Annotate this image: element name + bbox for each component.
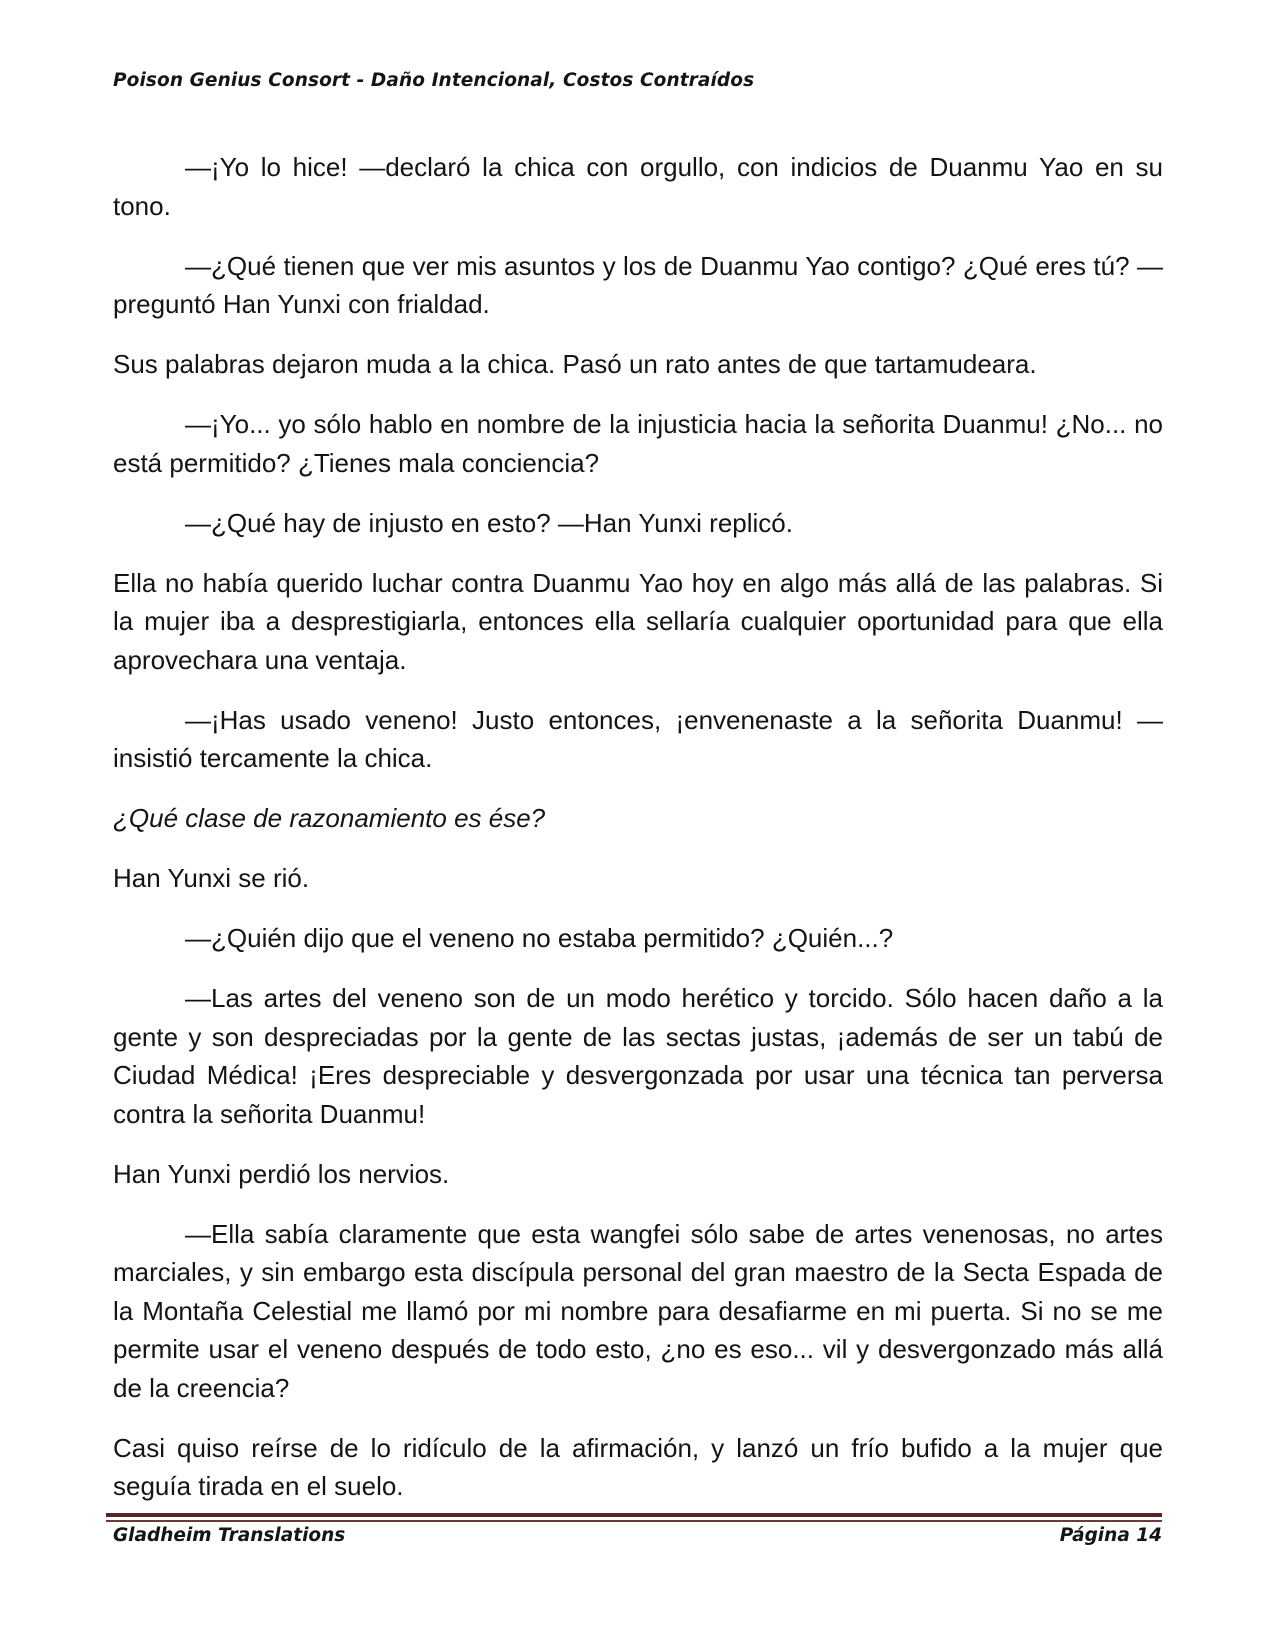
paragraph: Sus palabras dejaron muda a la chica. Pasó un rato antes de que tartamudeara. <box>113 349 1037 379</box>
paragraph: —¡Has usado veneno! Justo entonces, ¡envenenaste a la señorita Duanmu! —insistió tercamente la chica. <box>113 704 1163 773</box>
paragraph: —¿Qué hay de injusto en esto? —Han Yunxi replicó. <box>185 507 793 538</box>
footer-rule-thin <box>106 1520 1162 1522</box>
page-body <box>113 148 1163 1527</box>
paragraph: Han Yunxi se rió. <box>113 863 310 893</box>
paragraph: Han Yunxi perdió los nervios. <box>113 1158 450 1189</box>
paragraph: —¿Quién dijo que el veneno no estaba permitido? ¿Quién...? <box>185 923 894 953</box>
paragraph: Casi quiso reírse de lo ridículo de la afirmación, y lanzó un frío bufido a la mujer que seguía tirada en el suelo. <box>113 1432 1163 1501</box>
paragraph: Ella no había querido luchar contra Duanmu Yao hoy en algo más allá de las palabras. Si la mujer iba a desprestigiarla, entonces ella sellaría cualquier oportunidad para que ella aprovechara una ventaja. <box>113 567 1163 675</box>
footer-translator: Gladheim Translations <box>113 1525 346 1546</box>
footer-rule-thick <box>106 1513 1162 1517</box>
paragraph: —¡Yo... yo sólo hablo en nombre de la injusticia hacia la señorita Duanmu! ¿No... no está permitido? ¿Tienes mala conciencia? <box>113 409 1163 478</box>
paragraph: —¿Qué tienen que ver mis asuntos y los de Duanmu Yao contigo? ¿Qué eres tú? —preguntó Han Yunxi con frialdad. <box>113 250 1163 319</box>
italic-thought: ¿Qué clase de razonamiento es ése? <box>113 803 546 833</box>
running-header: Poison Genius Consort - Daño Intencional, Costos Contraídos <box>113 70 755 91</box>
footer-page-number: Página 14 <box>1059 1525 1162 1546</box>
paragraph: —Las artes del veneno son de un modo herético y torcido. Sólo hacen daño a la gente y son despreciadas por la gente de las sectas justas, ¡además de ser un tabú de Ciudad Médica! ¡Eres despreciable y desvergonzada por usar una técnica tan perversa contra la señorita Duanmu! <box>113 983 1163 1129</box>
paragraph: —Ella sabía claramente que esta wangfei sólo sabe de artes venenosas, no artes marciales, y sin embargo esta discípula personal del gran maestro de la Secta Espada de la Montaña Celestial me llamó por mi nombre para desafiarme en mi puerta. Si no se me permite usar el veneno después de todo esto, ¿no es eso... vil y desvergonzado más allá de la creencia? <box>113 1218 1163 1403</box>
paragraph: —¡Yo lo hice! —declaró la chica con orgullo, con indicios de Duanmu Yao en su tono. <box>113 152 1163 221</box>
